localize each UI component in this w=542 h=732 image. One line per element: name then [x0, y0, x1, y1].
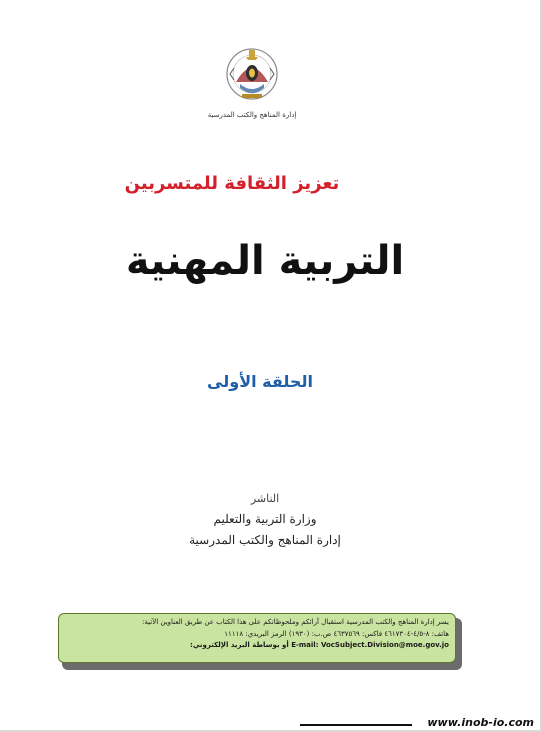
publisher-block [170, 488, 360, 551]
contact-email-line [65, 640, 449, 652]
publisher-department: إدارة المناهج والكتب المدرسية [189, 533, 341, 547]
contact-email-prefix: أو بوساطة البريد الإلكتروني: [190, 641, 289, 649]
contact-phone-fax-text: هاتف: ٨-٤/٥-٤٦١٧٣٠٤ فاكس: ٤٦٣٧٥٦٩ ص.ب: (١٩٣٠) الرمز البريدي: ١١١١٨ [224, 629, 449, 638]
emblem-caption: إدارة المناهج والكتب المدرسية [207, 111, 297, 119]
jordan-coat-of-arms-emblem [224, 44, 280, 110]
footer-rule [300, 724, 412, 726]
contact-email-address[interactable]: E-mail: VocSubject.Division@moe.gov.jo [291, 641, 449, 649]
footer-website-link[interactable]: www.inob-io.com [427, 716, 534, 729]
publisher-label: الناشر [250, 492, 280, 505]
contact-info-box [58, 613, 456, 663]
series-title: تعزيز الثقافة للمتسربين [124, 173, 340, 194]
book-title: التربية المهنية [125, 238, 405, 284]
level-subtitle: الحلقة الأولى [207, 372, 313, 391]
contact-intro-text: يسر إدارة المناهج والكتب المدرسية استقبال آرائكم وملحوظاتكم على هذا الكتاب عن طريق العناوين الآتية: [142, 618, 449, 626]
publisher-ministry: وزارة التربية والتعليم [213, 512, 317, 526]
